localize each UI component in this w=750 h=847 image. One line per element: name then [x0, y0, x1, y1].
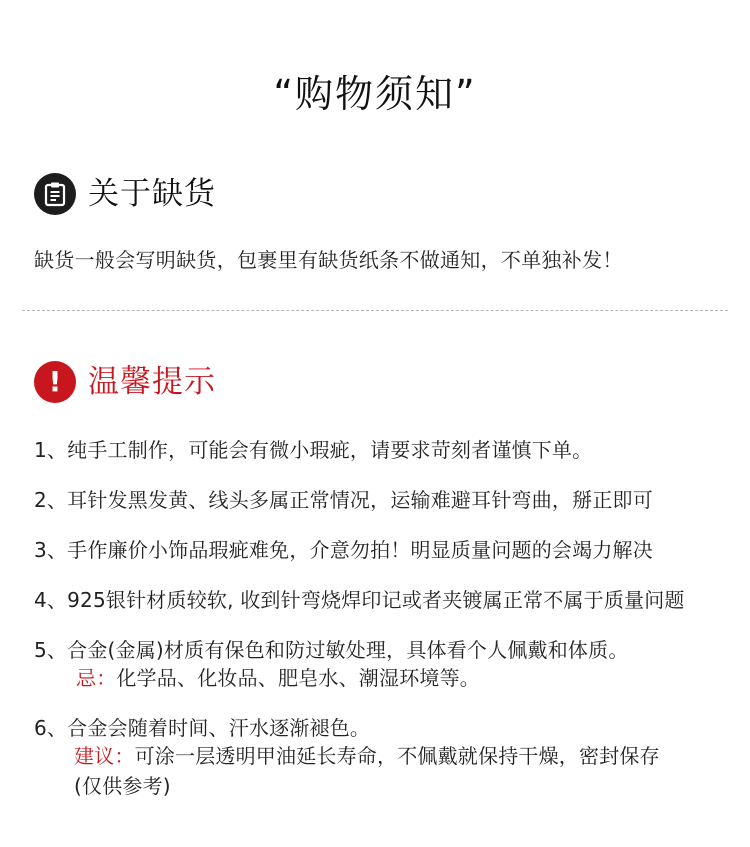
tip-item-5: 5、合金(金属)材质有保色和防过敏处理，具体看个人佩戴和体质。: [34, 638, 629, 662]
tip-item-6-note-text: 可涂一层透明甲油延长寿命，不佩戴就保持干燥，密封保存: [134, 744, 660, 768]
section-header-stock: [34, 171, 216, 217]
dashed-divider: [22, 310, 728, 311]
tip-item-6-note: [74, 742, 660, 770]
tip-item-6-note-label: 建议：: [74, 744, 135, 768]
exclamation-icon: !: [34, 361, 76, 403]
tip-item-1: 1、纯手工制作，可能会有微小瑕疵，请要求苛刻者谨慎下单。: [34, 438, 593, 462]
tip-item-6: 6、合金会随着时间、汗水逐渐褪色。: [34, 716, 371, 740]
tip-item-5-note-label: 忌：: [76, 666, 117, 690]
section-heading-tips: 温馨提示: [88, 364, 216, 400]
section-header-tips: [34, 359, 216, 405]
tip-item-2: 2、耳针发黑发黄、线头多属正常情况，运输难避耳针弯曲，掰正即可: [34, 488, 653, 512]
stock-notice-text: 缺货一般会写明缺货，包裹里有缺货纸条不做通知，不单独补发！: [34, 248, 623, 272]
page-title: “购物须知”: [273, 72, 477, 116]
section-heading-stock: 关于缺货: [88, 176, 216, 212]
tip-item-3: 3、手作廉价小饰品瑕疵难免，介意勿拍！明显质量问题的会竭力解决: [34, 538, 653, 562]
tip-item-5-note-text: 化学品、化妆品、肥皂水、潮湿环境等。: [116, 666, 481, 690]
clipboard-icon: [34, 173, 76, 215]
tip-item-4: 4、925银针材质较软, 收到针弯烧焊印记或者夹镀属正常不属于质量问题: [34, 588, 685, 612]
tip-item-5-note: [76, 664, 480, 692]
tip-item-6-note-cont: (仅供参考): [74, 774, 171, 798]
